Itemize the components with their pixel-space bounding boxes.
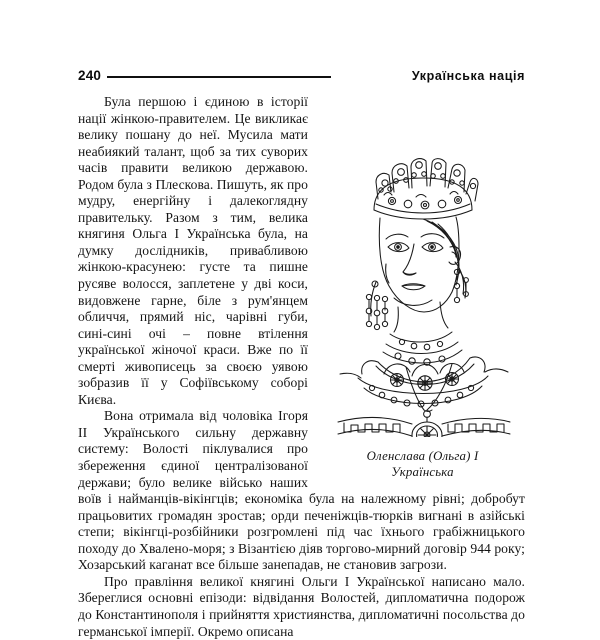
header-rule (107, 76, 331, 78)
paragraph: Була першою і єдиною в історії нації жінкою-правителем. Це викликає велику пошану до неї. Мусила мати неабиякий талант, щоб за тих суворих часів правити великою державою. Родом була з Плескова. Пишуть, як про мудру, енергійну і далекоглядну правительку. Разом з тим, велика княгиня Ольга I Українська була, на думку дослідників, привабливою жінкою-красунею: густе та пишне русяве волосся, заплетене у дві коси, видовжене гарне, біле з рум'янцем обличчя, прямий ніс, чарівні губи, сині-сині очі – повне втілення української жіночої краси. Вже по її смерті живописець за своєю уявою зобразив її у Софіївському соборі Києва. (78, 94, 308, 407)
paragraph: Про правління великої княгині Ольги I Української написано мало. Збереглися основні епізоди: відвідання Волостей, дипломатична подорож до Константинополя і прийняття християнства, дипломатичні посольства до германської імперії. Окремо описана (78, 573, 525, 639)
running-head (78, 66, 525, 86)
body-text-column (78, 94, 525, 640)
portrait-engraving-olga-icon (328, 152, 518, 437)
running-title: Українська нація (411, 69, 525, 83)
figure-caption (320, 449, 525, 480)
figure-portrait-olga (320, 152, 525, 480)
figure-caption-line-1: Оленслава (Ольга) I (366, 449, 479, 463)
paragraph: Вона отримала від чоловіка Ігоря II Українського сильну державну систему: Волості піклувалися про збереження єдиної централізованої держави; було велике військо наших воїв і найманців-вікінгців; економіка була на належному рівні; добробут працьовитих громадян зростав; орди печеніжців-тюрків вигнані в азійські степи; вікінгці-розбійники розгромлені під час їхнього грабіжницького походу до Хвалено-моря; з Візантією діяв торгово-мирний договір 944 року; Хозарський каганат все більше занепадав, не становив загрози. (78, 408, 525, 573)
figure-caption-line-2: Українська (391, 464, 454, 479)
page-number: 240 (78, 68, 102, 84)
